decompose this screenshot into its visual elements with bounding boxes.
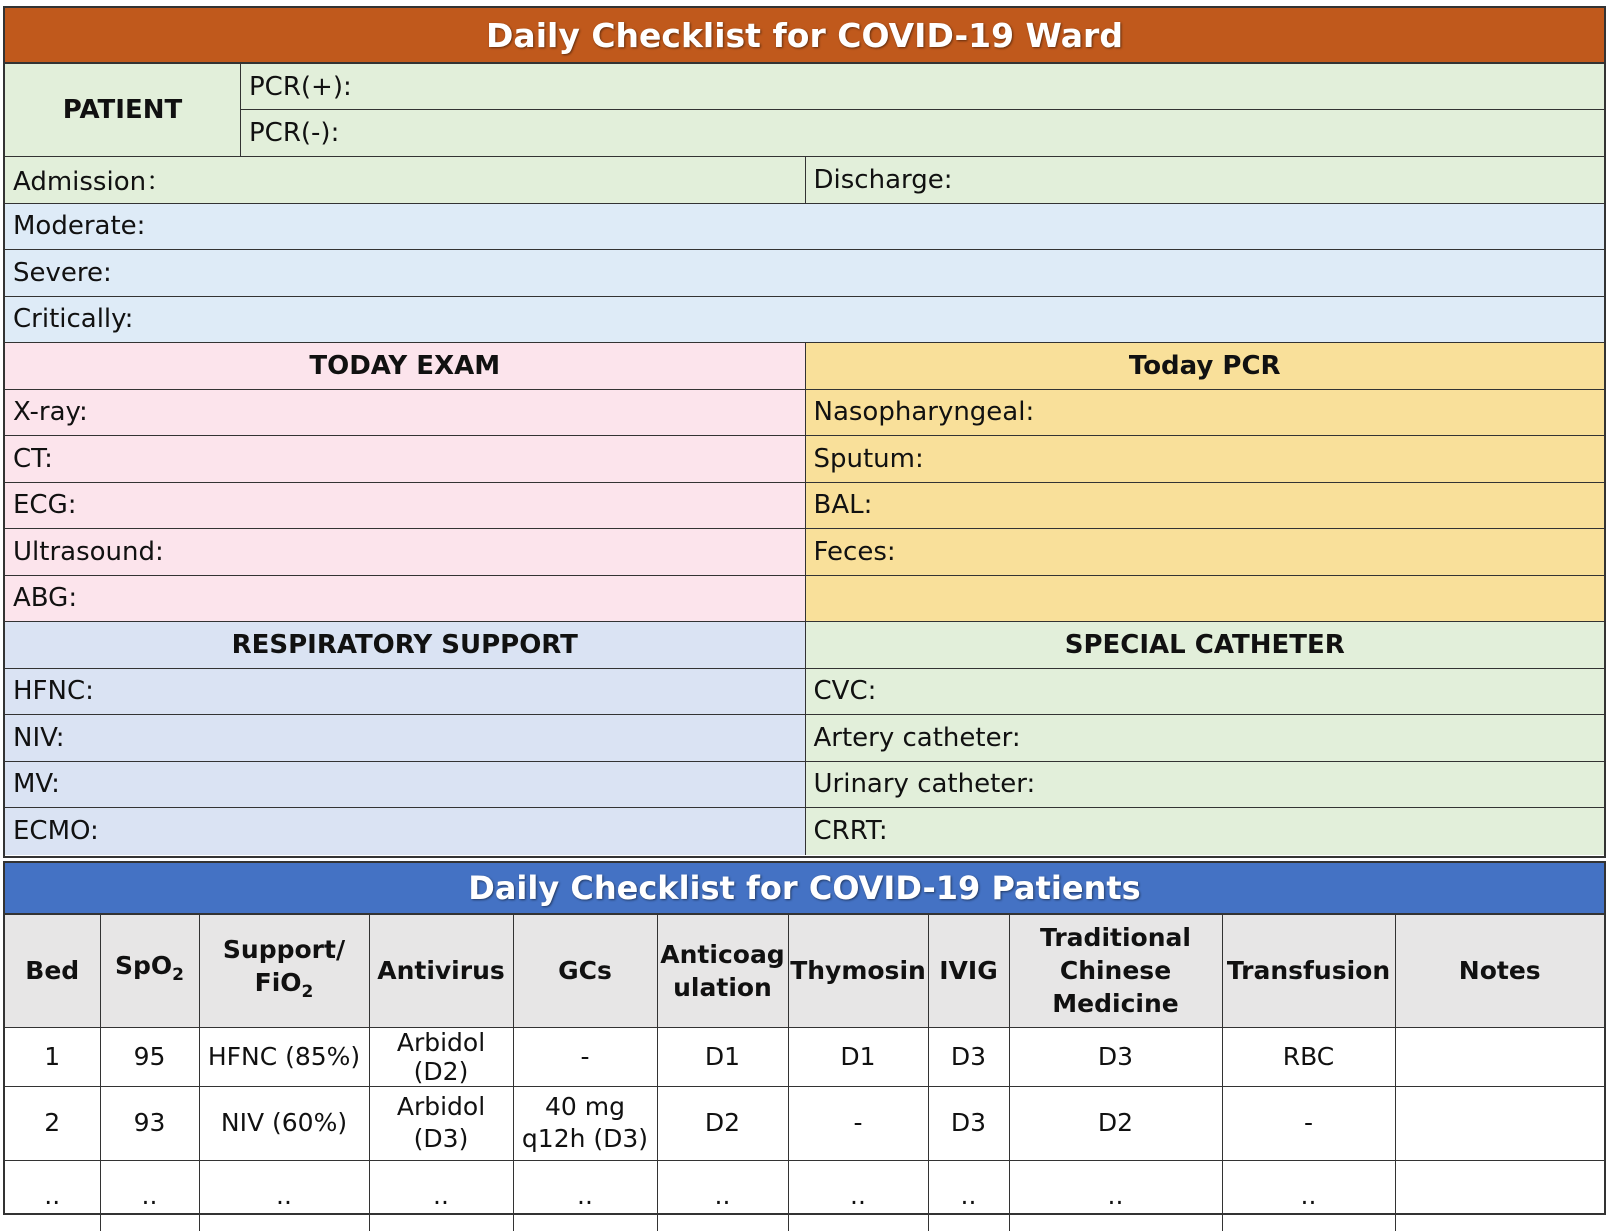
patients-title: Daily Checklist for COVID-19 Patients — [5, 863, 1604, 915]
cell-bed[interactable]: 1 — [5, 1027, 100, 1086]
table-header-row — [5, 915, 1604, 1027]
col-gcs: GCs — [513, 915, 657, 1027]
bal-field[interactable]: BAL: — [805, 483, 1605, 529]
cell-transfusion[interactable]: - — [1222, 1086, 1395, 1160]
col-ivig: IVIG — [928, 915, 1009, 1027]
admission-field[interactable]: Admission： — [5, 157, 805, 203]
critically-field[interactable]: Critically: — [5, 297, 1604, 343]
col-tcm: Traditional Chinese Medicine — [1009, 915, 1222, 1027]
ultrasound-field[interactable]: Ultrasound: — [5, 529, 805, 575]
cell-anticoag[interactable]: .. — [657, 1160, 788, 1231]
cell-ivig[interactable]: D3 — [928, 1027, 1009, 1086]
support-catheter-row — [5, 762, 1604, 809]
support-catheter-header-row — [5, 622, 1604, 669]
ecmo-field[interactable]: ECMO: — [5, 808, 805, 855]
ct-field[interactable]: CT: — [5, 436, 805, 482]
cell-antivirus[interactable]: Arbidol (D3) — [369, 1086, 513, 1160]
cell-ivig[interactable]: .. — [928, 1160, 1009, 1231]
cell-notes[interactable] — [1395, 1086, 1604, 1160]
cell-tcm[interactable]: D3 — [1009, 1027, 1222, 1086]
support-catheter-row — [5, 715, 1604, 762]
cvc-field[interactable]: CVC: — [805, 669, 1605, 715]
cell-spo2[interactable]: 95 — [100, 1027, 199, 1086]
cell-notes[interactable] — [1395, 1027, 1604, 1086]
cell-transfusion[interactable]: RBC — [1222, 1027, 1395, 1086]
cell-thymosin[interactable]: D1 — [788, 1027, 928, 1086]
exam-pcr-row — [5, 576, 1604, 623]
exam-pcr-row — [5, 483, 1604, 530]
feces-field[interactable]: Feces: — [805, 529, 1605, 575]
hfnc-field[interactable]: HFNC: — [5, 669, 805, 715]
table-row — [5, 1160, 1604, 1231]
cell-gcs[interactable]: 40 mg q12h (D3) — [513, 1086, 657, 1160]
cell-tcm[interactable]: D2 — [1009, 1086, 1222, 1160]
ward-title: Daily Checklist for COVID-19 Ward — [5, 8, 1604, 64]
exam-pcr-row — [5, 529, 1604, 576]
cell-antivirus[interactable]: Arbidol (D2) — [369, 1027, 513, 1086]
support-catheter-row — [5, 808, 1604, 855]
cell-thymosin[interactable]: - — [788, 1086, 928, 1160]
sputum-field[interactable]: Sputum: — [805, 436, 1605, 482]
abg-field[interactable]: ABG: — [5, 576, 805, 622]
ward-checklist — [3, 6, 1606, 858]
cell-ivig[interactable]: D3 — [928, 1086, 1009, 1160]
cell-bed[interactable]: .. — [5, 1160, 100, 1231]
cell-notes[interactable] — [1395, 1160, 1604, 1231]
nasopharyngeal-field[interactable]: Nasopharyngeal: — [805, 390, 1605, 436]
col-anticoagulation: Anticoag ulation — [657, 915, 788, 1027]
special-catheter-header: SPECIAL CATHETER — [805, 622, 1605, 668]
cell-anticoag[interactable]: D2 — [657, 1086, 788, 1160]
urinary-catheter-field[interactable]: Urinary catheter: — [805, 762, 1605, 808]
cell-thymosin[interactable]: .. — [788, 1160, 928, 1231]
respiratory-support-header: RESPIRATORY SUPPORT — [5, 622, 805, 668]
xray-field[interactable]: X-ray: — [5, 390, 805, 436]
cell-antivirus[interactable]: .. — [369, 1160, 513, 1231]
table-row — [5, 1027, 1604, 1086]
ecg-field[interactable]: ECG: — [5, 483, 805, 529]
patient-pcr-fields — [241, 64, 1604, 156]
patients-checklist — [3, 861, 1606, 1215]
exam-pcr-row — [5, 436, 1604, 483]
col-bed: Bed — [5, 915, 100, 1027]
table-row — [5, 1086, 1604, 1160]
col-notes: Notes — [1395, 915, 1604, 1027]
col-antivirus: Antivirus — [369, 915, 513, 1027]
cell-support[interactable]: .. — [199, 1160, 369, 1231]
pcr-positive-field[interactable]: PCR(+): — [241, 64, 1604, 110]
patient-label: PATIENT — [5, 64, 241, 156]
support-catheter-row — [5, 669, 1604, 716]
cell-support[interactable]: NIV (60%) — [199, 1086, 369, 1160]
exam-pcr-row — [5, 390, 1604, 437]
crrt-field[interactable]: CRRT: — [805, 808, 1605, 855]
severe-field[interactable]: Severe: — [5, 250, 1604, 296]
cell-gcs[interactable]: .. — [513, 1160, 657, 1231]
today-exam-header: TODAY EXAM — [5, 343, 805, 389]
pcr-empty-field[interactable] — [805, 576, 1605, 622]
discharge-field[interactable]: Discharge: — [805, 157, 1605, 203]
exam-pcr-header-row — [5, 343, 1604, 390]
moderate-row — [5, 204, 1604, 251]
cell-support[interactable]: HFNC (85%) — [199, 1027, 369, 1086]
cell-anticoag[interactable]: D1 — [657, 1027, 788, 1086]
col-transfusion: Transfusion — [1222, 915, 1395, 1027]
cell-transfusion[interactable]: .. — [1222, 1160, 1395, 1231]
col-spo2: SpO$_2$ — [100, 915, 199, 1027]
patient-block — [5, 64, 1604, 157]
niv-field[interactable]: NIV: — [5, 715, 805, 761]
cell-gcs[interactable]: - — [513, 1027, 657, 1086]
artery-catheter-field[interactable]: Artery catheter: — [805, 715, 1605, 761]
cell-tcm[interactable]: .. — [1009, 1160, 1222, 1231]
cell-bed[interactable]: 2 — [5, 1086, 100, 1160]
critically-row — [5, 297, 1604, 344]
pcr-negative-field[interactable]: PCR(-): — [249, 118, 340, 148]
today-pcr-header: Today PCR — [805, 343, 1605, 389]
col-thymosin: Thymosin — [788, 915, 928, 1027]
cell-spo2[interactable]: 93 — [100, 1086, 199, 1160]
patients-table — [5, 915, 1604, 1231]
col-support-fio2: Support/ FiO$_2$ — [199, 915, 369, 1027]
cell-spo2[interactable]: .. — [100, 1160, 199, 1231]
admission-discharge-row — [5, 157, 1604, 204]
severe-row — [5, 250, 1604, 297]
mv-field[interactable]: MV: — [5, 762, 805, 808]
moderate-field[interactable]: Moderate: — [5, 204, 1604, 250]
